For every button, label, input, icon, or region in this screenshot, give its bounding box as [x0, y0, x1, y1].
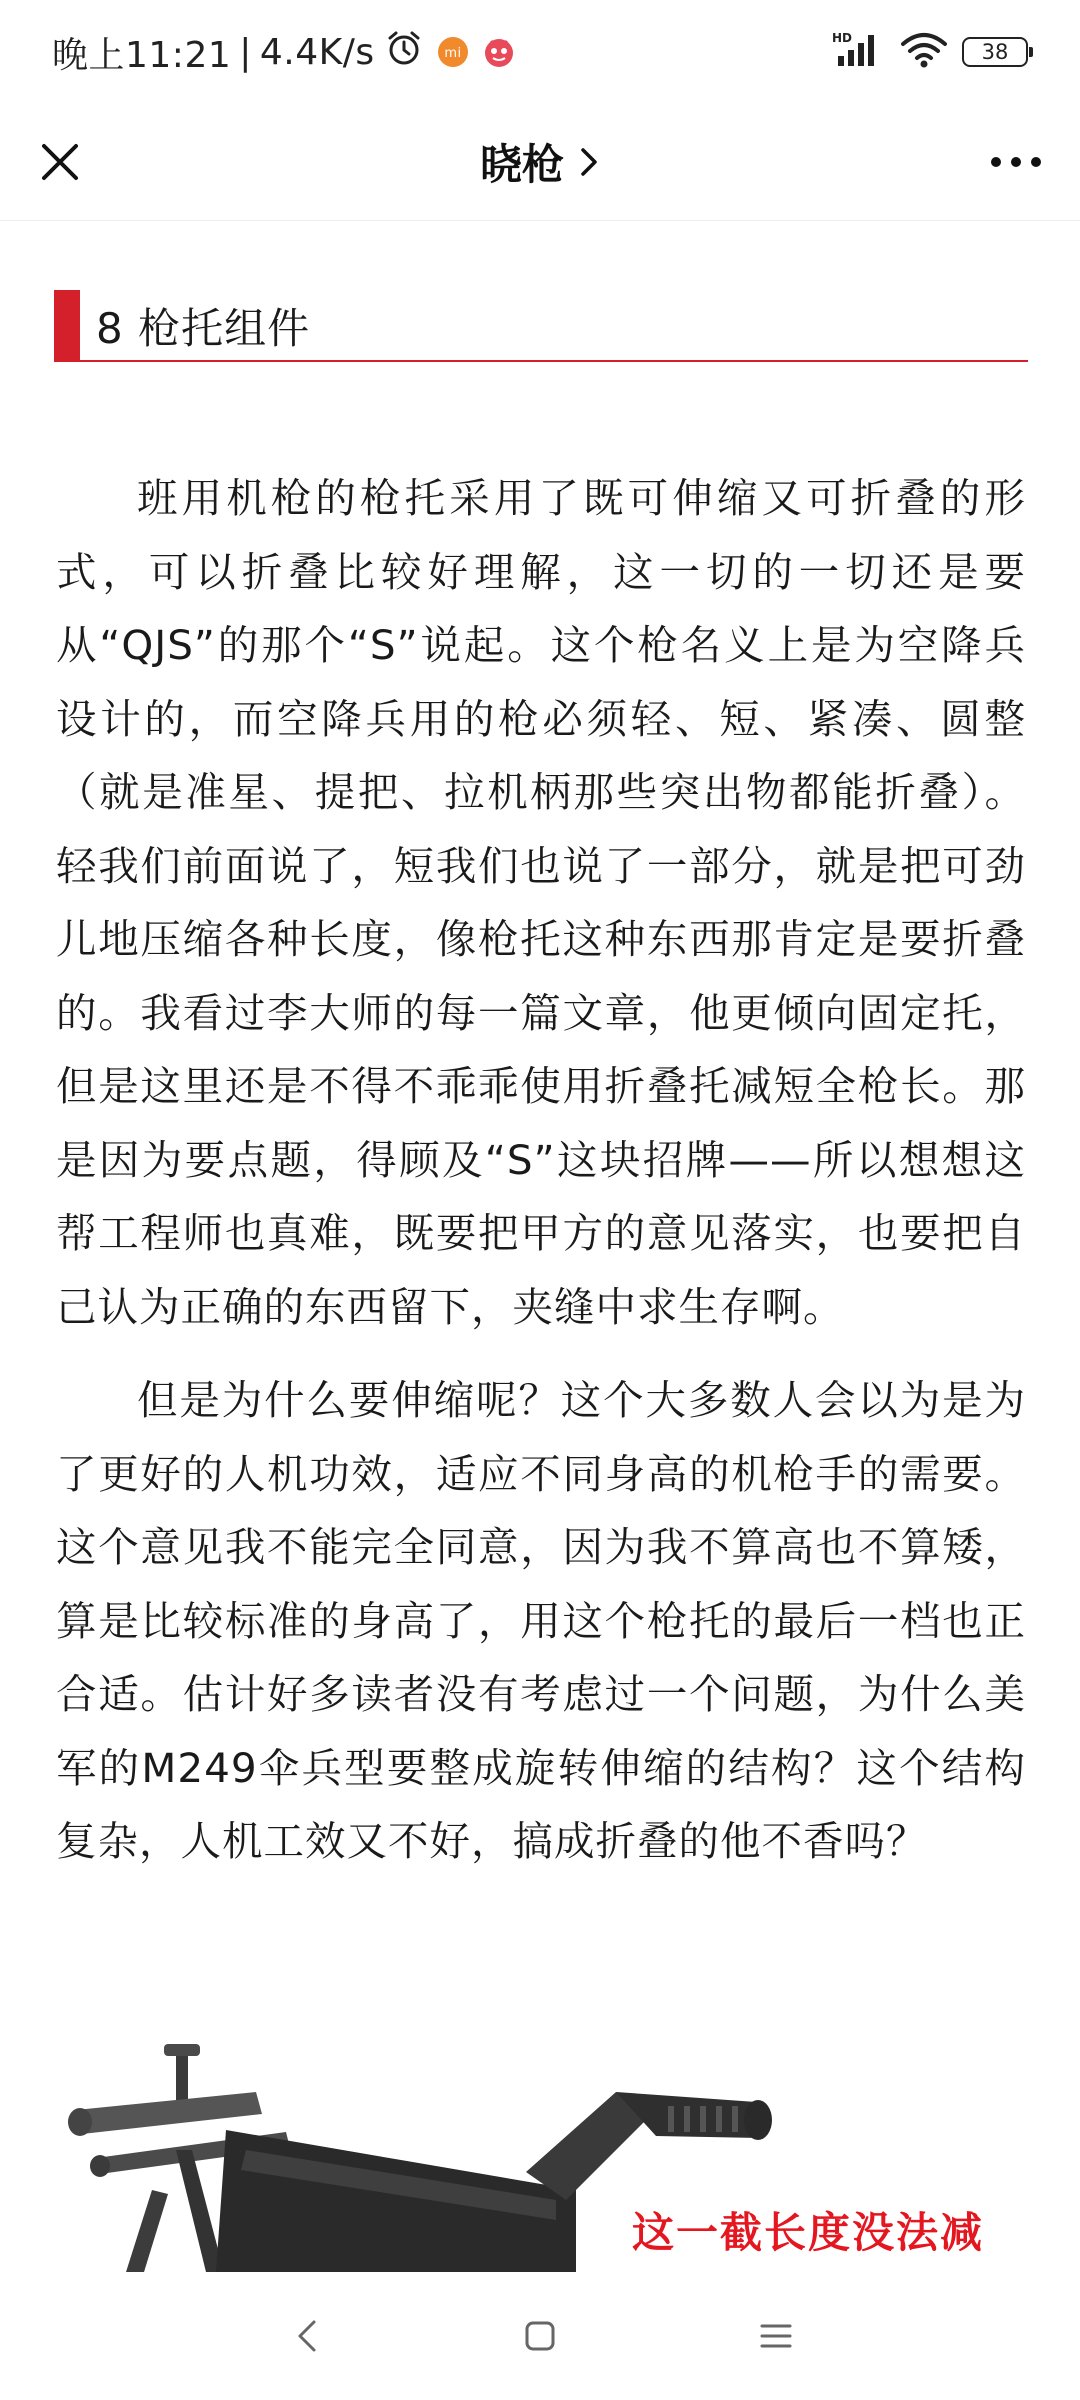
mi-app-icon	[437, 36, 469, 68]
more-icon[interactable]	[986, 144, 1046, 180]
chevron-right-icon[interactable]	[578, 145, 600, 179]
alarm-icon	[385, 29, 423, 76]
home-icon[interactable]	[516, 2312, 564, 2360]
status-left	[52, 27, 515, 78]
network-speed: 4.4K/s	[259, 31, 375, 73]
wifi-icon	[900, 31, 948, 73]
app-notification-icon	[483, 36, 515, 68]
section-title: 8 枪托组件	[96, 304, 311, 353]
system-nav-bar	[0, 2272, 1080, 2400]
article-paragraph-2: 但是为什么要伸缩呢？这个大多数人会以为是为了更好的人机功效，适应不同身高的机枪手的需要。这个意见我不能完全同意，因为我不算高也不算矮，算是比较标准的身高了，用这个枪托的最后一档也正合适。估计好多读者没有考虑过一个问题，为什么美军的M249伞兵型要整成旋转伸缩的结构？这个结构复杂，人机工效又不好，搞成折叠的他不香吗？	[56, 1376, 1026, 1865]
back-icon[interactable]	[284, 2312, 332, 2360]
section-accent-bar	[54, 290, 80, 360]
battery-level: 38	[981, 40, 1009, 64]
top-nav-bar	[0, 104, 1080, 221]
status-time: 晚上11:21	[52, 34, 232, 76]
article-figure[interactable]	[56, 2040, 1026, 2272]
section-header	[54, 290, 1028, 362]
figure-caption: 这一截长度没法减	[631, 2208, 984, 2257]
article-body	[56, 462, 1026, 1899]
nav-title-group[interactable]	[0, 104, 1080, 220]
signal-icon	[832, 30, 886, 74]
menu-icon[interactable]	[752, 2312, 800, 2360]
status-separator: |	[239, 31, 252, 73]
page-title[interactable]: 晓枪	[479, 140, 564, 189]
battery-icon	[962, 37, 1028, 67]
svg-text:mi: mi	[444, 46, 462, 61]
status-bar	[0, 0, 1080, 104]
article-paragraph-1: 班用机枪的枪托采用了既可伸缩又可折叠的形式，可以折叠比较好理解，这一切的一切还是要从“QJS”的那个“S”说起。这个枪名义上是为空降兵设计的，而空降兵用的枪必须轻、短、紧凑、圆整（就是准星、提把、拉机柄那些突出物都能折叠）。轻我们前面说了，短我们也说了一部分，就是把可劲儿地压缩各种长度，像枪托这种东西那肯定是要折叠的。我看过李大师的每一篇文章，他更倾向固定托，但是这里还是不得不乖乖使用折叠托减短全枪长。那是因为要点题，得顾及“S”这块招牌——所以想想这帮工程师也真难，既要把甲方的意见落实，也要把自己认为正确的东西留下，夹缝中求生存啊。	[56, 474, 1026, 1331]
signal-label: HD	[832, 31, 853, 45]
status-right	[818, 30, 1028, 74]
